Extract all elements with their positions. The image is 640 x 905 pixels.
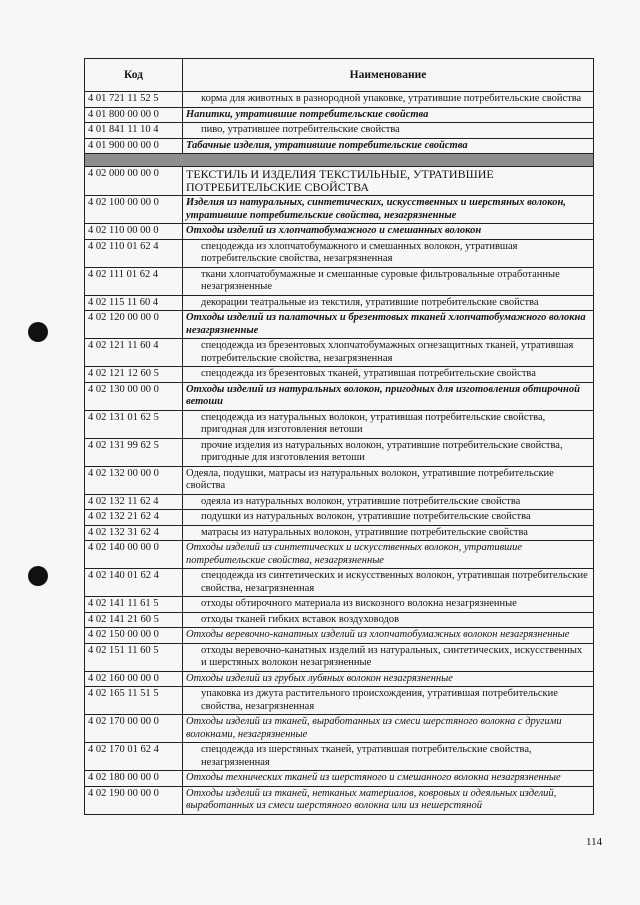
row-name: Отходы веревочно-канатных изделий из хлопчатобумажных волокон незагрязненные (183, 628, 594, 644)
table-row (85, 771, 594, 787)
row-code: 4 02 121 11 60 4 (85, 339, 183, 367)
row-name: Отходы изделий из тканей, выработанных из смеси шерстяного волокна с другими волокнами, незагрязненные (183, 715, 594, 743)
row-name: ткани хлопчатобумажные и смешанные суровые фильтровальные отработанные незагрязненные (183, 267, 594, 295)
table-row (85, 597, 594, 613)
row-code: 4 02 000 00 00 0 (85, 167, 183, 196)
row-code: 4 02 115 11 60 4 (85, 295, 183, 311)
row-name: Отходы технических тканей из шерстяного и смешанного волокна незагрязненные (183, 771, 594, 787)
row-name: Отходы изделий из хлопчатобумажного и смешанных волокон (183, 224, 594, 240)
table-row (85, 786, 594, 814)
table-row (85, 715, 594, 743)
table-body (85, 92, 594, 815)
table-row (85, 224, 594, 240)
row-code: 4 02 165 11 51 5 (85, 687, 183, 715)
row-name: корма для животных в разнородной упаковке, утратившие потребительские свойства (183, 92, 594, 108)
row-code: 4 02 140 00 00 0 (85, 541, 183, 569)
row-code: 4 02 132 00 00 0 (85, 466, 183, 494)
row-name: спецодежда из натуральных волокон, утратившая потребительские свойства, пригодная для изготовления ветоши (183, 410, 594, 438)
row-name: спецодежда из хлопчатобумажного и смешанных волокон, утратившая потребительские свойства, незагрязненная (183, 239, 594, 267)
row-name: спецодежда из синтетических и искусственных волокон, утратившая потребительские свойства, незагрязненная (183, 569, 594, 597)
row-code: 4 02 140 01 62 4 (85, 569, 183, 597)
row-name: упаковка из джута растительного происхождения, утратившая потребительские свойства, незагрязненная (183, 687, 594, 715)
table-row (85, 569, 594, 597)
row-code: 4 02 180 00 00 0 (85, 771, 183, 787)
row-code: 4 02 160 00 00 0 (85, 671, 183, 687)
table-row (85, 295, 594, 311)
row-name: Отходы изделий из синтетических и искусственных волокон, утратившие потребительские свойства, незагрязненные (183, 541, 594, 569)
table-row (85, 494, 594, 510)
table-row (85, 382, 594, 410)
row-name: Отходы изделий из палаточных и брезентовых тканей хлопчатобумажного волокна незагрязненные (183, 311, 594, 339)
table-row (85, 367, 594, 383)
row-code: 4 02 150 00 00 0 (85, 628, 183, 644)
waste-classification-table (84, 58, 594, 815)
table-row (85, 123, 594, 139)
row-name: прочие изделия из натуральных волокон, утратившие потребительские свойства, пригодные для изготовления ветоши (183, 438, 594, 466)
row-name: отходы обтирочного материала из вискозного волокна незагрязненные (183, 597, 594, 613)
row-code: 4 01 800 00 00 0 (85, 107, 183, 123)
table-row (85, 671, 594, 687)
row-name: матрасы из натуральных волокон, утратившие потребительские свойства (183, 525, 594, 541)
row-code: 4 02 111 01 62 4 (85, 267, 183, 295)
table-row (85, 410, 594, 438)
row-name: пиво, утратившее потребительские свойства (183, 123, 594, 139)
table-row (85, 525, 594, 541)
header-code: Код (85, 59, 183, 92)
row-code: 4 02 141 11 61 5 (85, 597, 183, 613)
row-code: 4 01 900 00 00 0 (85, 138, 183, 154)
row-name: Табачные изделия, утратившие потребительские свойства (183, 138, 594, 154)
table-row (85, 743, 594, 771)
table-row (85, 267, 594, 295)
punch-hole-bottom (28, 566, 48, 586)
row-name: отходы веревочно-канатных изделий из натуральных, синтетических, искусственных и шерстяных волокон незагрязненные (183, 643, 594, 671)
punch-hole-top (28, 322, 48, 342)
table-row (85, 612, 594, 628)
row-code: 4 02 132 11 62 4 (85, 494, 183, 510)
row-name: Напитки, утратившие потребительские свойства (183, 107, 594, 123)
table-row (85, 92, 594, 108)
row-code: 4 02 130 00 00 0 (85, 382, 183, 410)
row-code: 4 02 131 01 62 5 (85, 410, 183, 438)
table-row (85, 239, 594, 267)
header-name: Наименование (183, 59, 594, 92)
row-name: спецодежда из брезентовых тканей, утратившая потребительские свойства (183, 367, 594, 383)
row-code: 4 02 141 21 60 5 (85, 612, 183, 628)
row-code: 4 01 841 11 10 4 (85, 123, 183, 139)
row-name: Отходы изделий из грубых лубяных волокон незагрязненные (183, 671, 594, 687)
table-row (85, 138, 594, 154)
row-code: 4 02 121 12 60 5 (85, 367, 183, 383)
row-code: 4 02 151 11 60 5 (85, 643, 183, 671)
table-row (85, 196, 594, 224)
table-row (85, 438, 594, 466)
row-name: спецодежда из брезентовых хлопчатобумажных огнезащитных тканей, утратившая потребительские свойства, незагрязненная (183, 339, 594, 367)
page-number: 114 (586, 836, 603, 848)
table-header-row (85, 59, 594, 92)
row-name: подушки из натуральных волокон, утратившие потребительские свойства (183, 510, 594, 526)
table-row (85, 466, 594, 494)
row-name: Изделия из натуральных, синтетических, искусственных и шерстяных волокон, утратившие потребительские свойства, незагрязненные (183, 196, 594, 224)
table-row (85, 311, 594, 339)
row-code: 4 02 190 00 00 0 (85, 786, 183, 814)
row-code: 4 02 131 99 62 5 (85, 438, 183, 466)
row-name: Отходы изделий из тканей, нетканых материалов, ковровых и одеяльных изделий, выработанных из смеси шерстяного волокна или из нешерстяной (183, 786, 594, 814)
row-code: 4 02 170 00 00 0 (85, 715, 183, 743)
table-row (85, 628, 594, 644)
table-row (85, 541, 594, 569)
row-code: 4 02 110 00 00 0 (85, 224, 183, 240)
row-code: 4 02 132 31 62 4 (85, 525, 183, 541)
row-name: ТЕКСТИЛЬ И ИЗДЕЛИЯ ТЕКСТИЛЬНЫЕ, УТРАТИВШИЕ ПОТРЕБИТЕЛЬСКИЕ СВОЙСТВА (183, 167, 594, 196)
row-code: 4 02 110 01 62 4 (85, 239, 183, 267)
table-row (85, 339, 594, 367)
row-code: 4 02 120 00 00 0 (85, 311, 183, 339)
row-code: 4 02 100 00 00 0 (85, 196, 183, 224)
row-code: 4 01 721 11 52 5 (85, 92, 183, 108)
table-row (85, 687, 594, 715)
section-divider-band (85, 154, 594, 167)
row-code: 4 02 170 01 62 4 (85, 743, 183, 771)
row-name: Одеяла, подушки, матрасы из натуральных волокон, утратившие потребительские свойства (183, 466, 594, 494)
row-name: спецодежда из шерстяных тканей, утратившая потребительские свойства, незагрязненная (183, 743, 594, 771)
row-name: одеяла из натуральных волокон, утратившие потребительские свойства (183, 494, 594, 510)
table-row (85, 107, 594, 123)
divider-cell (85, 154, 594, 167)
table-row (85, 167, 594, 196)
row-name: отходы тканей гибких вставок воздуховодов (183, 612, 594, 628)
row-name: Отходы изделий из натуральных волокон, пригодных для изготовления обтирочной ветоши (183, 382, 594, 410)
table-row (85, 643, 594, 671)
table-row (85, 510, 594, 526)
row-name: декорации театральные из текстиля, утратившие потребительские свойства (183, 295, 594, 311)
row-code: 4 02 132 21 62 4 (85, 510, 183, 526)
